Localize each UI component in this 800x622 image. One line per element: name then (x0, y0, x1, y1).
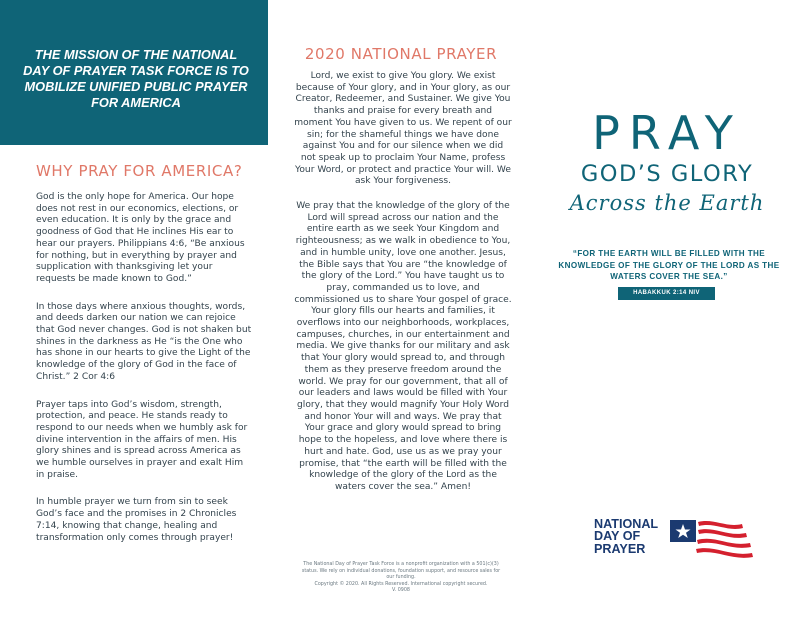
pray-title: PRAY (592, 106, 742, 160)
logo-line: PRAYER (594, 541, 646, 556)
why-paragraph: God is the only hope for America. Our hope does not rest in our economics, elections, or even education. It is only by the grace and goodness of God that He inclines His ear to hear our prayers. Philippians 4:6, “Be anxious for nothing, but in everything by prayer and supplication with thanksgiving let your requests be made known to God.” (36, 192, 245, 284)
why-paragraph: In those days where anxious thoughts, words, and deeds darken our nation we can rejoice that God never changes. God is not shaken but shines in the darkness as He “is the One who has shone in our hearts to give the Light of the knowledge of the glory of God in the face of Christ.” 2 Cor 4:6 (36, 301, 252, 382)
flag-icon (666, 516, 756, 566)
national-day-of-prayer-logo (594, 516, 754, 566)
scripture-quote: “FOR THE EARTH WILL BE FILLED WITH THE KNOWLEDGE OF THE GLORY OF THE LORD AS THE WATERS COVER THE SEA.” (558, 249, 780, 281)
fine-print-line: The National Day of Prayer Task Force is a nonprofit organization with a 501(c)(3) status. We rely on individual donations, foundation support, and resource sales for our funding. (301, 562, 501, 581)
mission-banner (0, 0, 268, 145)
fine-print (298, 562, 504, 595)
national-prayer-heading: 2020 NATIONAL PRAYER (304, 45, 498, 63)
why-paragraph: In humble prayer we turn from sin to seek God’s face and the promises in 2 Chronicles 7:14, knowing that change, healing and transformation only comes through prayer! (36, 497, 237, 543)
fine-print-line: Copyright © 2020. All Rights Reserved. International copyright secured. (314, 581, 488, 587)
across-the-earth-script: Across the Earth (569, 191, 765, 215)
mission-statement: THE MISSION OF THE NATIONAL DAY OF PRAYER TASK FORCE IS TO MOBILIZE UNIFIED PUBLIC PRAYER FOR AMERICA (23, 47, 249, 110)
logo-wordmark (594, 518, 658, 555)
logo-line: NATIONAL (594, 517, 659, 531)
gods-glory-title: GOD’S GLORY (580, 161, 754, 187)
scripture-reference-badge: HABAKKUK 2:14 NIV (618, 287, 715, 300)
logo-line: DAY OF (594, 529, 641, 544)
prayer-paragraph: Lord, we exist to give You glory. We exist because of Your glory, and in Your glory, as our Creator, Redeemer, and Sustainer. We give You thanks and praise for every breath and moment You have given to us. We repent of our sin; for the shameful things we have done against You and for our silence when we did not speak up to proclaim Your Name, profess Your Word, or protect and practice Your will. We ask Your forgiveness. (294, 71, 512, 187)
why-pray-heading: WHY PRAY FOR AMERICA? (36, 162, 243, 180)
national-prayer-body (294, 71, 512, 507)
cover-panel (534, 0, 800, 622)
prayer-paragraph: We pray that the knowledge of the glory of the Lord will spread across our nation and the entire earth as we seek Your Kingdom and righteousness; as we walk in obedience to You, and in humble unity, love one another. Jesus, the Bible says that You are “the knowledge of the glory of the Lord.” You have taught us to pray, commanded us to love, and commissioned us to share Your gospel of grace. Your glory fills our hearts and families, it overflows into our neighborhoods, workplaces, campuses, churches, in our entertainment and media. We give thanks for our military and ask that Your glory would spread to, and through them as they preserve freedom around the world. We pray for our government, that all of our leaders and laws would be filled with Your glory, that they would magnify Your Holy Word and honor Your will and ways. We pray that Your grace and glory would spread to bring hope to the hopeless, and love where there is hurt and hate. God, use us as we pray your promise, that “the earth will be filled with the knowledge of the glory of the Lord as the waters cover the sea.” Amen! (294, 201, 512, 492)
left-panel (0, 0, 268, 622)
fine-print-line: V. 0908 (392, 588, 410, 594)
middle-panel (268, 0, 534, 622)
why-paragraph: Prayer taps into God’s wisdom, strength, protection, and peace. He stands ready to respond to our needs when we humbly ask for divine intervention in the affairs of men. His glory shines and is spread across America as we humble ourselves in prayer and exalt Him in praise. (36, 399, 248, 480)
why-pray-body (36, 192, 252, 560)
